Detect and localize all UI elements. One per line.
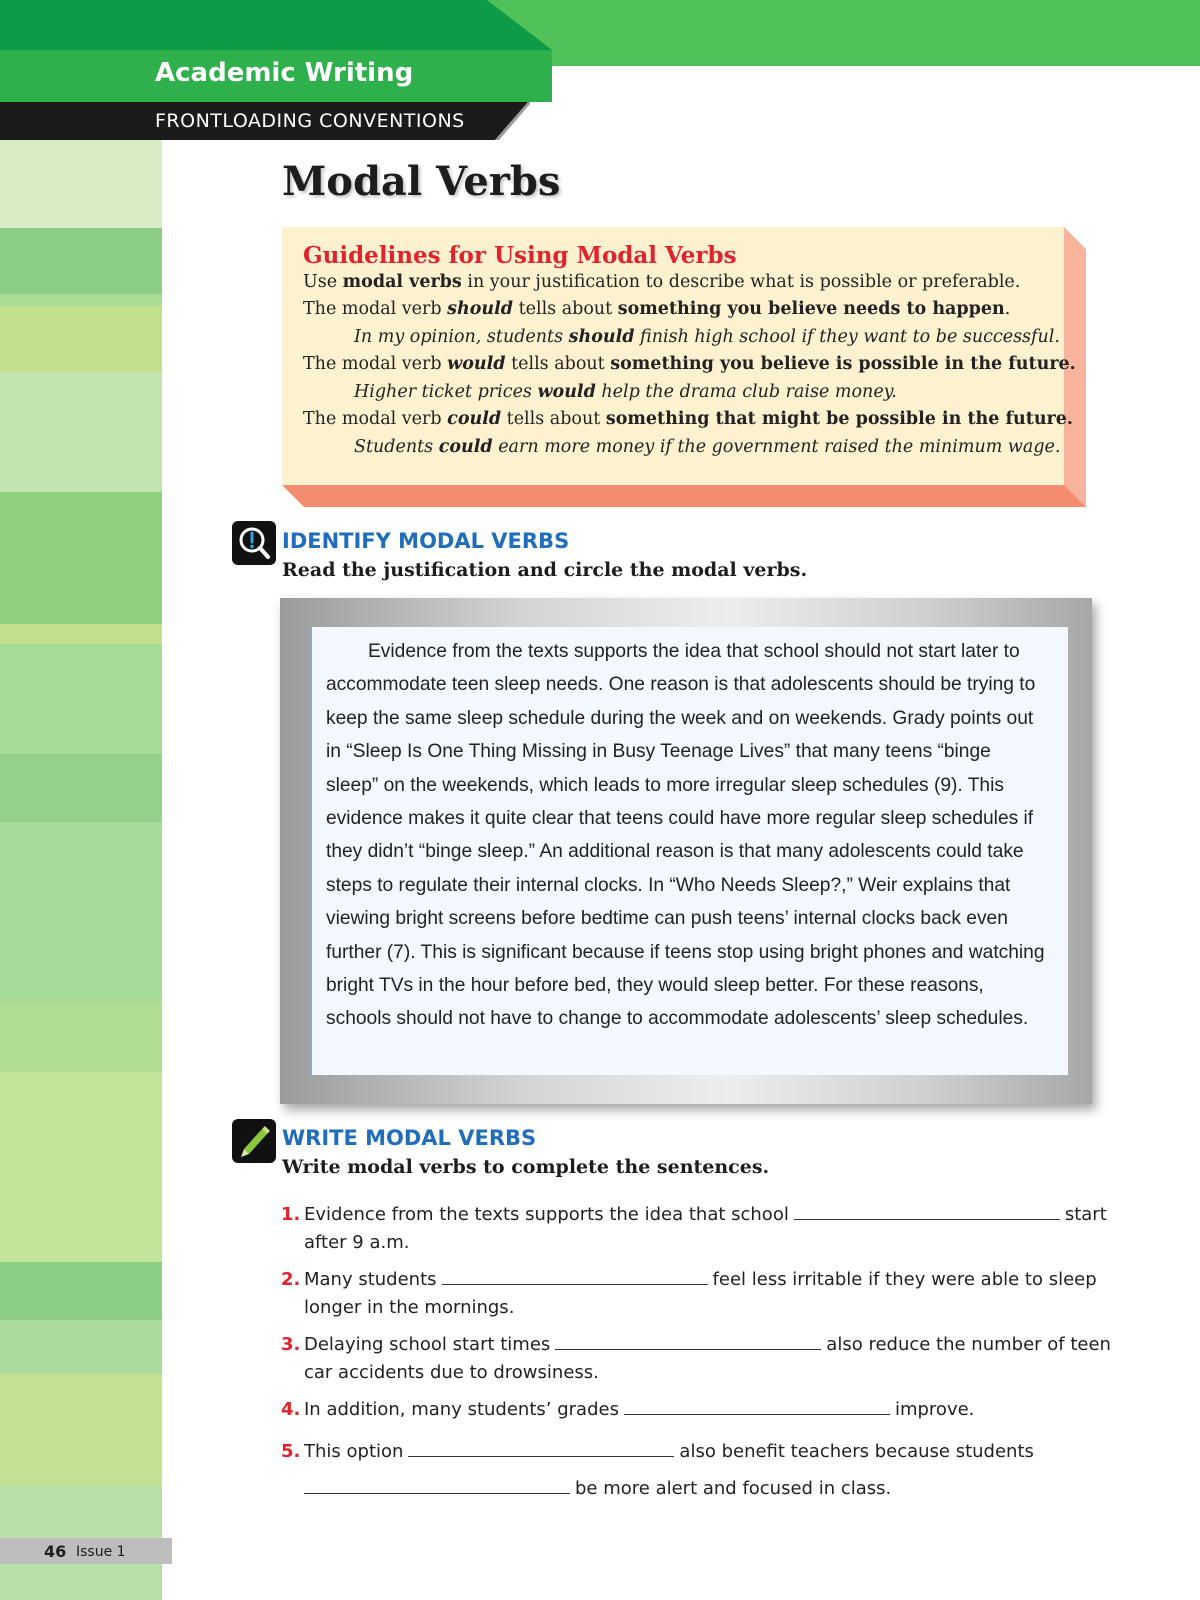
answer-blank[interactable]	[442, 1268, 708, 1285]
justification-passage	[310, 627, 1068, 1075]
guideline-could-example: Students could earn more money if the government raised the minimum wage.	[354, 437, 1061, 457]
guidelines-heading: Guidelines for Using Modal Verbs	[303, 242, 737, 269]
answer-blank[interactable]	[794, 1203, 1060, 1220]
answer-blank[interactable]	[408, 1440, 674, 1457]
guideline-should-example: In my opinion, students should finish high school if they want to be successful.	[354, 327, 1060, 347]
write-instruction: Write modal verbs to complete the sentences.	[282, 1156, 770, 1178]
guideline-intro: Use modal verbs in your justification to describe what is possible or preferable.	[303, 272, 1021, 292]
guidelines-box-bottom-edge	[282, 485, 1086, 507]
issue-label: Issue 1	[76, 1544, 126, 1560]
left-color-stripe	[0, 140, 162, 1600]
subsection-title: FRONTLOADING CONVENTIONS	[155, 110, 465, 132]
guideline-could: The modal verb could tells about something that might be possible in the future.	[303, 409, 1073, 429]
page-number: 46	[44, 1542, 67, 1561]
passage-text: Evidence from the texts supports the idea that school should not start later to accommodate teen sleep needs. One reason is that adolescents should be trying to keep the same sleep schedule during the week and on weekends. Grady points out in “Sleep Is One Thing Missing in Busy Teenage Lives” that many teens “binge sleep” on the weekends, which leads to more irregular sleep schedules (9). This evidence makes it quite clear that teens could have more regular sleep schedules if they didn’t “binge sleep.” An additional reason is that many adolescents could take steps to regulate their internal clocks. In “Who Needs Sleep?,” Weir explains that viewing bright screens before bedtime can push teens’ internal clocks back even further (7). This is significant because if teens stop using bright phones and watching bright TVs in the hour before bed, they would sleep better. For these reasons, schools should not have to change to accommodate adolescents’ sleep schedules.	[326, 641, 1045, 1030]
guideline-would: The modal verb would tells about something you believe is possible in the future.	[303, 354, 1076, 374]
write-heading: WRITE MODAL VERBS	[282, 1126, 537, 1150]
magnifier-icon	[232, 521, 276, 565]
guideline-would-example: Higher ticket prices would help the drama club raise money.	[354, 382, 897, 402]
guidelines-box	[282, 227, 1076, 485]
top-banner-dark	[0, 0, 552, 50]
page-title: Modal Verbs	[282, 158, 561, 205]
identify-heading: IDENTIFY MODAL VERBS	[282, 529, 570, 553]
section-title: Academic Writing	[155, 58, 414, 88]
answer-blank[interactable]	[624, 1398, 890, 1415]
answer-blank[interactable]	[304, 1477, 570, 1494]
identify-instruction: Read the justification and circle the modal verbs.	[282, 559, 808, 581]
guideline-should: The modal verb should tells about something you believe needs to happen.	[303, 299, 1011, 319]
pencil-icon	[232, 1119, 276, 1163]
answer-blank[interactable]	[555, 1333, 821, 1350]
